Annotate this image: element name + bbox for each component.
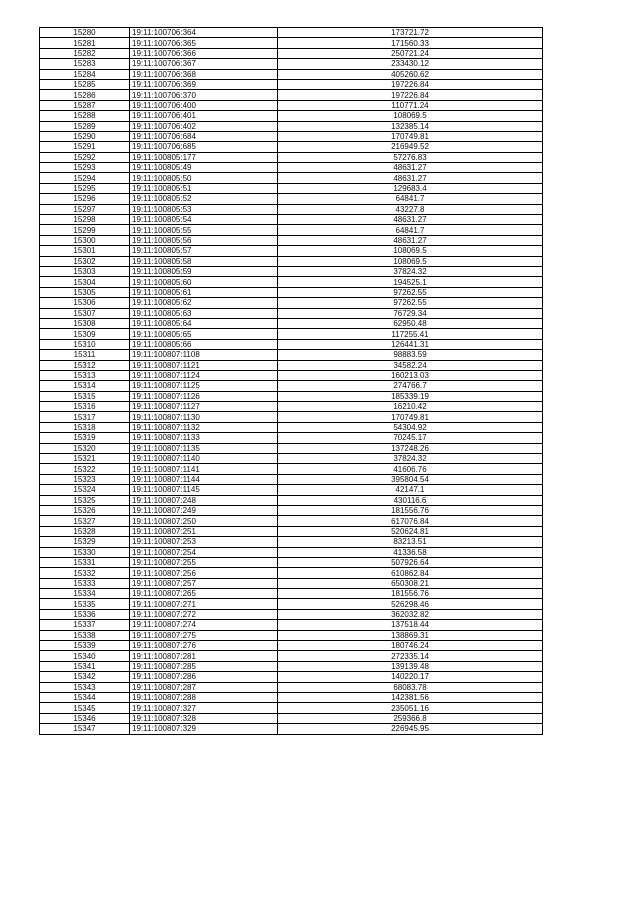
row-number-cell: 15292 (40, 152, 130, 162)
cadastral-number-cell: 19:11:100807:250 (130, 516, 278, 526)
table-row (40, 246, 543, 256)
cadastral-number-cell: 19:11:100706:367 (130, 59, 278, 69)
value-cell: 272335.14 (278, 651, 543, 661)
table-row (40, 142, 543, 152)
cadastral-number-cell: 19:11:100706:364 (130, 28, 278, 38)
value-cell: 48631.27 (278, 163, 543, 173)
value-cell: 233430.12 (278, 59, 543, 69)
value-cell: 137518.44 (278, 620, 543, 630)
table-row (40, 609, 543, 619)
cadastral-number-cell: 19:11:100805:54 (130, 215, 278, 225)
row-number-cell: 15282 (40, 48, 130, 58)
row-number-cell: 15323 (40, 474, 130, 484)
cadastral-number-cell: 19:11:100706:402 (130, 121, 278, 131)
value-cell: 526298.46 (278, 599, 543, 609)
cadastral-number-cell: 19:11:100706:684 (130, 131, 278, 141)
table-row (40, 308, 543, 318)
table-row (40, 537, 543, 547)
row-number-cell: 15319 (40, 433, 130, 443)
value-cell: 132385.14 (278, 121, 543, 131)
value-cell: 70245.17 (278, 433, 543, 443)
value-cell: 430116.6 (278, 495, 543, 505)
table-row (40, 173, 543, 183)
table-row (40, 69, 543, 79)
cadastral-number-cell: 19:11:100807:1132 (130, 422, 278, 432)
cadastral-number-cell: 19:11:100706:401 (130, 111, 278, 121)
value-cell: 126441.31 (278, 339, 543, 349)
cadastral-number-cell: 19:11:100805:60 (130, 277, 278, 287)
value-cell: 97262.55 (278, 298, 543, 308)
value-cell: 37824.32 (278, 454, 543, 464)
table-row (40, 443, 543, 453)
row-number-cell: 15286 (40, 90, 130, 100)
row-number-cell: 15306 (40, 298, 130, 308)
table-row (40, 215, 543, 225)
row-number-cell: 15311 (40, 350, 130, 360)
value-cell: 139139.48 (278, 661, 543, 671)
row-number-cell: 15332 (40, 568, 130, 578)
cadastral-number-cell: 19:11:100706:365 (130, 38, 278, 48)
table-row (40, 287, 543, 297)
table-row (40, 318, 543, 328)
value-cell: 226945.95 (278, 724, 543, 734)
row-number-cell: 15303 (40, 266, 130, 276)
row-number-cell: 15293 (40, 163, 130, 173)
value-cell: 62950.48 (278, 318, 543, 328)
cadastral-number-cell: 19:11:100807:271 (130, 599, 278, 609)
cadastral-number-cell: 19:11:100805:63 (130, 308, 278, 318)
table-row (40, 194, 543, 204)
row-number-cell: 15298 (40, 215, 130, 225)
value-cell: 43227.8 (278, 204, 543, 214)
table-row (40, 505, 543, 515)
table-row (40, 370, 543, 380)
table-row (40, 557, 543, 567)
cadastral-number-cell: 19:11:100706:685 (130, 142, 278, 152)
table-row (40, 568, 543, 578)
cadastral-number-cell: 19:11:100805:51 (130, 183, 278, 193)
table-row (40, 672, 543, 682)
row-number-cell: 15280 (40, 28, 130, 38)
row-number-cell: 15310 (40, 339, 130, 349)
value-cell: 110771.24 (278, 100, 543, 110)
cadastral-number-cell: 19:11:100807:328 (130, 713, 278, 723)
value-cell: 274766.7 (278, 381, 543, 391)
row-number-cell: 15302 (40, 256, 130, 266)
row-number-cell: 15335 (40, 599, 130, 609)
value-cell: 64841.7 (278, 225, 543, 235)
row-number-cell: 15343 (40, 682, 130, 692)
value-cell: 170749.81 (278, 412, 543, 422)
table-row (40, 620, 543, 630)
cadastral-number-cell: 19:11:100807:1130 (130, 412, 278, 422)
data-table (39, 27, 543, 735)
value-cell: 170749.81 (278, 131, 543, 141)
table-body (40, 28, 543, 735)
table-row (40, 485, 543, 495)
row-number-cell: 15290 (40, 131, 130, 141)
table-row (40, 661, 543, 671)
cadastral-number-cell: 19:11:100805:49 (130, 163, 278, 173)
row-number-cell: 15283 (40, 59, 130, 69)
value-cell: 41606.76 (278, 464, 543, 474)
table-row (40, 578, 543, 588)
row-number-cell: 15309 (40, 329, 130, 339)
cadastral-number-cell: 19:11:100807:272 (130, 609, 278, 619)
cadastral-number-cell: 19:11:100805:57 (130, 246, 278, 256)
row-number-cell: 15305 (40, 287, 130, 297)
table-row (40, 391, 543, 401)
cadastral-number-cell: 19:11:100706:370 (130, 90, 278, 100)
value-cell: 108069.5 (278, 246, 543, 256)
value-cell: 68083.78 (278, 682, 543, 692)
cadastral-number-cell: 19:11:100805:62 (130, 298, 278, 308)
row-number-cell: 15337 (40, 620, 130, 630)
cadastral-number-cell: 19:11:100805:56 (130, 235, 278, 245)
row-number-cell: 15296 (40, 194, 130, 204)
cadastral-number-cell: 19:11:100706:366 (130, 48, 278, 58)
table-row (40, 599, 543, 609)
row-number-cell: 15325 (40, 495, 130, 505)
table-row (40, 90, 543, 100)
table-row (40, 131, 543, 141)
row-number-cell: 15304 (40, 277, 130, 287)
document-page (39, 27, 543, 735)
value-cell: 108069.5 (278, 111, 543, 121)
cadastral-number-cell: 19:11:100805:55 (130, 225, 278, 235)
value-cell: 140220.17 (278, 672, 543, 682)
cadastral-number-cell: 19:11:100807:248 (130, 495, 278, 505)
cadastral-number-cell: 19:11:100807:327 (130, 703, 278, 713)
cadastral-number-cell: 19:11:100807:274 (130, 620, 278, 630)
value-cell: 138869.31 (278, 630, 543, 640)
cadastral-number-cell: 19:11:100706:400 (130, 100, 278, 110)
cadastral-number-cell: 19:11:100807:275 (130, 630, 278, 640)
value-cell: 216949.52 (278, 142, 543, 152)
cadastral-number-cell: 19:11:100807:1135 (130, 443, 278, 453)
value-cell: 117255.41 (278, 329, 543, 339)
cadastral-number-cell: 19:11:100805:59 (130, 266, 278, 276)
table-row (40, 526, 543, 536)
value-cell: 42147.1 (278, 485, 543, 495)
table-row (40, 433, 543, 443)
cadastral-number-cell: 19:11:100807:276 (130, 641, 278, 651)
table-row (40, 59, 543, 69)
table-row (40, 204, 543, 214)
cadastral-number-cell: 19:11:100706:368 (130, 69, 278, 79)
table-row (40, 339, 543, 349)
cadastral-number-cell: 19:11:100807:1108 (130, 350, 278, 360)
row-number-cell: 15314 (40, 381, 130, 391)
row-number-cell: 15294 (40, 173, 130, 183)
cadastral-number-cell: 19:11:100805:64 (130, 318, 278, 328)
table-row (40, 464, 543, 474)
value-cell: 41336.58 (278, 547, 543, 557)
cadastral-number-cell: 19:11:100805:65 (130, 329, 278, 339)
value-cell: 97262.55 (278, 287, 543, 297)
table-row (40, 703, 543, 713)
cadastral-number-cell: 19:11:100805:52 (130, 194, 278, 204)
row-number-cell: 15308 (40, 318, 130, 328)
row-number-cell: 15341 (40, 661, 130, 671)
table-row (40, 516, 543, 526)
table-row (40, 235, 543, 245)
value-cell: 57276.83 (278, 152, 543, 162)
row-number-cell: 15342 (40, 672, 130, 682)
table-row (40, 454, 543, 464)
row-number-cell: 15336 (40, 609, 130, 619)
row-number-cell: 15313 (40, 370, 130, 380)
table-row (40, 256, 543, 266)
cadastral-number-cell: 19:11:100805:50 (130, 173, 278, 183)
value-cell: 98883.59 (278, 350, 543, 360)
value-cell: 362032.82 (278, 609, 543, 619)
value-cell: 197226.84 (278, 90, 543, 100)
row-number-cell: 15324 (40, 485, 130, 495)
value-cell: 160213.03 (278, 370, 543, 380)
value-cell: 617076.84 (278, 516, 543, 526)
value-cell: 259366.8 (278, 713, 543, 723)
value-cell: 650308.21 (278, 578, 543, 588)
cadastral-number-cell: 19:11:100807:1145 (130, 485, 278, 495)
cadastral-number-cell: 19:11:100807:251 (130, 526, 278, 536)
value-cell: 48631.27 (278, 173, 543, 183)
cadastral-number-cell: 19:11:100807:265 (130, 589, 278, 599)
row-number-cell: 15299 (40, 225, 130, 235)
row-number-cell: 15331 (40, 557, 130, 567)
cadastral-number-cell: 19:11:100807:1140 (130, 454, 278, 464)
cadastral-number-cell: 19:11:100807:257 (130, 578, 278, 588)
value-cell: 610862.84 (278, 568, 543, 578)
table-row (40, 360, 543, 370)
value-cell: 108069.5 (278, 256, 543, 266)
row-number-cell: 15317 (40, 412, 130, 422)
cadastral-number-cell: 19:11:100706:369 (130, 79, 278, 89)
cadastral-number-cell: 19:11:100807:285 (130, 661, 278, 671)
table-row (40, 474, 543, 484)
table-row (40, 651, 543, 661)
row-number-cell: 15284 (40, 69, 130, 79)
table-row (40, 547, 543, 557)
value-cell: 197226.84 (278, 79, 543, 89)
row-number-cell: 15318 (40, 422, 130, 432)
row-number-cell: 15328 (40, 526, 130, 536)
value-cell: 54304.92 (278, 422, 543, 432)
table-row (40, 163, 543, 173)
table-row (40, 724, 543, 734)
row-number-cell: 15289 (40, 121, 130, 131)
cadastral-number-cell: 19:11:100807:253 (130, 537, 278, 547)
table-row (40, 79, 543, 89)
value-cell: 520624.81 (278, 526, 543, 536)
cadastral-number-cell: 19:11:100807:1121 (130, 360, 278, 370)
table-row (40, 495, 543, 505)
cadastral-number-cell: 19:11:100807:286 (130, 672, 278, 682)
table-row (40, 38, 543, 48)
table-row (40, 277, 543, 287)
value-cell: 83213.51 (278, 537, 543, 547)
value-cell: 76729.34 (278, 308, 543, 318)
table-row (40, 266, 543, 276)
row-number-cell: 15281 (40, 38, 130, 48)
cadastral-number-cell: 19:11:100807:255 (130, 557, 278, 567)
table-row (40, 682, 543, 692)
table-row (40, 589, 543, 599)
table-row (40, 402, 543, 412)
row-number-cell: 15322 (40, 464, 130, 474)
value-cell: 137248.26 (278, 443, 543, 453)
value-cell: 395804.54 (278, 474, 543, 484)
cadastral-number-cell: 19:11:100807:1133 (130, 433, 278, 443)
cadastral-number-cell: 19:11:100807:281 (130, 651, 278, 661)
cadastral-number-cell: 19:11:100807:1124 (130, 370, 278, 380)
table-row (40, 422, 543, 432)
value-cell: 34582.24 (278, 360, 543, 370)
cadastral-number-cell: 19:11:100805:66 (130, 339, 278, 349)
value-cell: 64841.7 (278, 194, 543, 204)
row-number-cell: 15345 (40, 703, 130, 713)
value-cell: 48631.27 (278, 235, 543, 245)
value-cell: 185339.19 (278, 391, 543, 401)
row-number-cell: 15340 (40, 651, 130, 661)
cadastral-number-cell: 19:11:100807:256 (130, 568, 278, 578)
value-cell: 235051.16 (278, 703, 543, 713)
table-row (40, 329, 543, 339)
row-number-cell: 15326 (40, 505, 130, 515)
cadastral-number-cell: 19:11:100807:1141 (130, 464, 278, 474)
value-cell: 507926.64 (278, 557, 543, 567)
table-row (40, 298, 543, 308)
row-number-cell: 15346 (40, 713, 130, 723)
table-row (40, 350, 543, 360)
table-row (40, 111, 543, 121)
row-number-cell: 15329 (40, 537, 130, 547)
row-number-cell: 15287 (40, 100, 130, 110)
table-row (40, 412, 543, 422)
row-number-cell: 15297 (40, 204, 130, 214)
table-row (40, 183, 543, 193)
value-cell: 48631.27 (278, 215, 543, 225)
table-row (40, 641, 543, 651)
row-number-cell: 15334 (40, 589, 130, 599)
value-cell: 37824.32 (278, 266, 543, 276)
cadastral-number-cell: 19:11:100805:53 (130, 204, 278, 214)
cadastral-number-cell: 19:11:100807:1144 (130, 474, 278, 484)
row-number-cell: 15327 (40, 516, 130, 526)
cadastral-number-cell: 19:11:100805:177 (130, 152, 278, 162)
value-cell: 129683.4 (278, 183, 543, 193)
cadastral-number-cell: 19:11:100807:287 (130, 682, 278, 692)
table-row (40, 381, 543, 391)
value-cell: 16210.42 (278, 402, 543, 412)
value-cell: 181556.76 (278, 505, 543, 515)
row-number-cell: 15338 (40, 630, 130, 640)
cadastral-number-cell: 19:11:100807:254 (130, 547, 278, 557)
row-number-cell: 15320 (40, 443, 130, 453)
row-number-cell: 15316 (40, 402, 130, 412)
value-cell: 142381.56 (278, 693, 543, 703)
table-row (40, 713, 543, 723)
value-cell: 405260.62 (278, 69, 543, 79)
row-number-cell: 15307 (40, 308, 130, 318)
row-number-cell: 15312 (40, 360, 130, 370)
cadastral-number-cell: 19:11:100807:249 (130, 505, 278, 515)
row-number-cell: 15333 (40, 578, 130, 588)
table-row (40, 152, 543, 162)
row-number-cell: 15295 (40, 183, 130, 193)
table-row (40, 225, 543, 235)
cadastral-number-cell: 19:11:100807:1127 (130, 402, 278, 412)
value-cell: 194525.1 (278, 277, 543, 287)
row-number-cell: 15288 (40, 111, 130, 121)
value-cell: 181556.76 (278, 589, 543, 599)
cadastral-number-cell: 19:11:100807:329 (130, 724, 278, 734)
table-row (40, 28, 543, 38)
cadastral-number-cell: 19:11:100807:1125 (130, 381, 278, 391)
row-number-cell: 15347 (40, 724, 130, 734)
value-cell: 180746.24 (278, 641, 543, 651)
row-number-cell: 15339 (40, 641, 130, 651)
row-number-cell: 15285 (40, 79, 130, 89)
table-row (40, 630, 543, 640)
row-number-cell: 15291 (40, 142, 130, 152)
table-row (40, 693, 543, 703)
cadastral-number-cell: 19:11:100805:61 (130, 287, 278, 297)
row-number-cell: 15321 (40, 454, 130, 464)
row-number-cell: 15301 (40, 246, 130, 256)
value-cell: 173721.72 (278, 28, 543, 38)
cadastral-number-cell: 19:11:100805:58 (130, 256, 278, 266)
value-cell: 171560.33 (278, 38, 543, 48)
cadastral-number-cell: 19:11:100807:1126 (130, 391, 278, 401)
table-row (40, 100, 543, 110)
row-number-cell: 15315 (40, 391, 130, 401)
value-cell: 250721.24 (278, 48, 543, 58)
row-number-cell: 15330 (40, 547, 130, 557)
cadastral-number-cell: 19:11:100807:288 (130, 693, 278, 703)
table-row (40, 48, 543, 58)
table-row (40, 121, 543, 131)
row-number-cell: 15344 (40, 693, 130, 703)
row-number-cell: 15300 (40, 235, 130, 245)
